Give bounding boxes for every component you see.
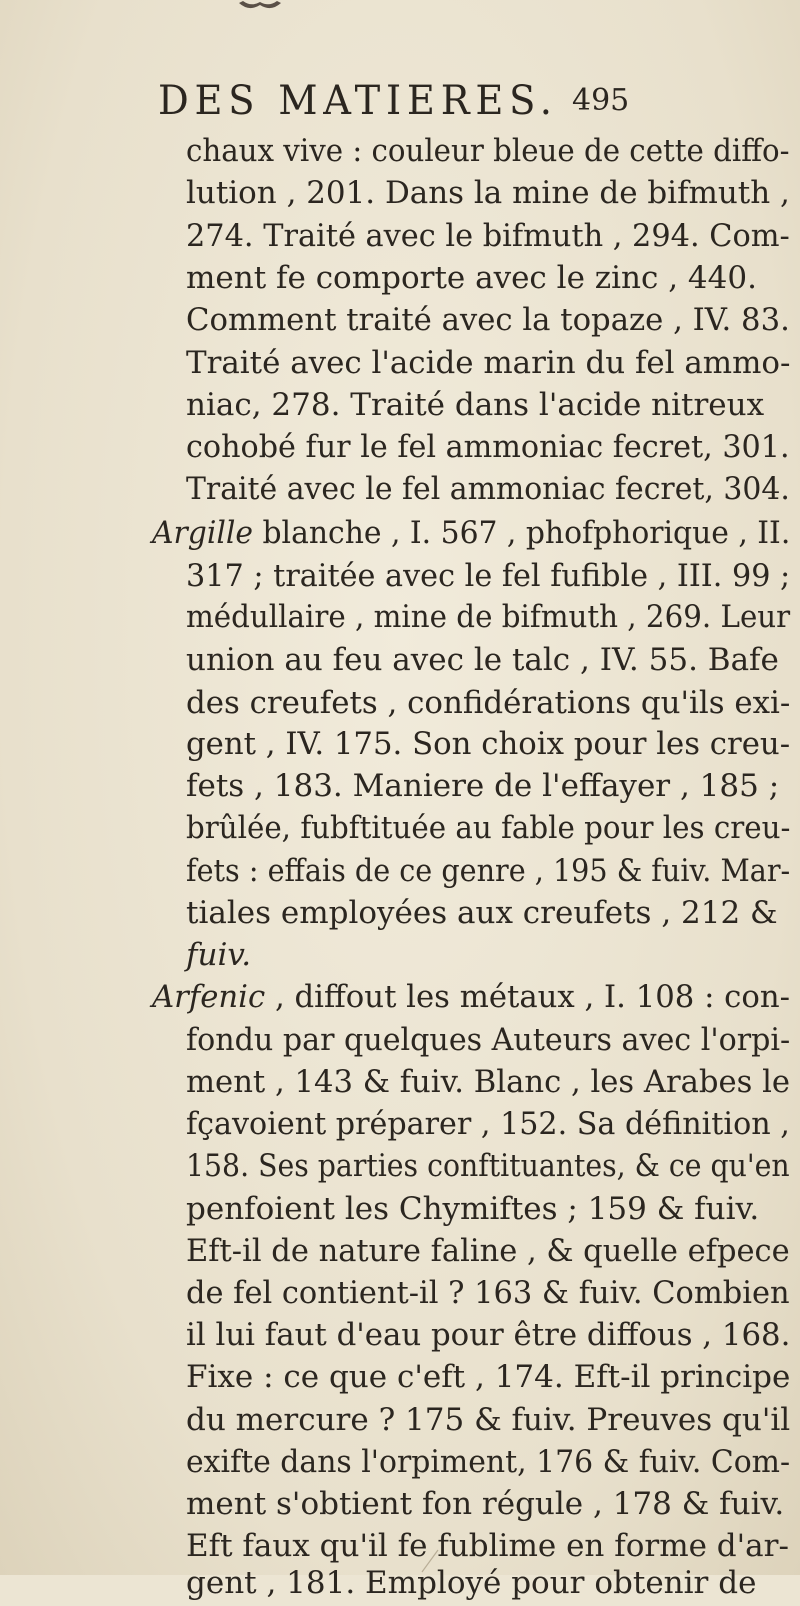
- text-line: [186, 805, 790, 851]
- line-text: 274. Traité avec le bifmuth , 294. Com-: [186, 218, 790, 254]
- index-term: Arfenic: [152, 979, 266, 1015]
- line-text: fçavoient préparer , 152. Sa définition ,: [186, 1106, 790, 1142]
- line-text: Comment traité avec la topaze , IV. 83.: [186, 302, 790, 338]
- line-text: fets , 183. Maniere de l'effayer , 185 ;: [186, 768, 780, 804]
- line-text: il lui faut d'eau pour être diffous , 168.: [186, 1317, 791, 1353]
- text-line: [186, 1186, 759, 1232]
- line-text: ment , 143 & fuiv. Blanc , les Arabes le: [186, 1064, 791, 1100]
- line-text: des creufets , confidérations qu'ils exi-: [186, 685, 791, 721]
- text-line: [152, 510, 790, 556]
- line-text: tiales employées aux creufets , 212 &: [186, 895, 778, 931]
- text-line: [186, 1017, 790, 1063]
- line-text: exifte dans l'orpiment, 176 & fuiv. Com-: [186, 1444, 791, 1480]
- text-line: [186, 890, 778, 936]
- text-line: [186, 297, 790, 343]
- line-text: ment fe comporte avec le zinc , 440.: [186, 260, 757, 296]
- line-text: Eft-il de nature faline , & quelle efpece: [186, 1233, 790, 1269]
- text-line: [186, 680, 790, 726]
- text-line: [186, 213, 790, 259]
- line-text: blanche , I. 567 , phofphorique , II.: [253, 515, 791, 551]
- running-head: DES MATIERES.: [158, 78, 558, 124]
- text-line: [186, 553, 790, 599]
- text-line: [186, 1059, 790, 1105]
- line-text: de fel contient-il ? 163 & fuiv. Combien: [186, 1275, 790, 1311]
- text-line: [186, 1439, 790, 1485]
- text-line: [152, 974, 790, 1020]
- line-text: du mercure ? 175 & fuiv. Preuves qu'il: [186, 1402, 791, 1438]
- text-line: [186, 340, 790, 386]
- text-line: [186, 721, 790, 767]
- line-text: ment s'obtient fon régule , 178 & fuiv.: [186, 1486, 785, 1522]
- line-text: 158. Ses parties conftituantes, & ce qu'en: [186, 1148, 790, 1184]
- line-text: fets : effais de ce genre , 195 & fuiv. Mar-: [186, 853, 791, 889]
- line-text: gent , IV. 175. Son choix pour les creu-: [186, 726, 791, 762]
- text-line: [186, 1101, 790, 1147]
- line-text: cohobé fur le fel ammoniac fecret, 301.: [186, 429, 790, 465]
- text-line: [186, 763, 779, 809]
- line-text: penfoient les Chymiftes ; 159 & fuiv.: [186, 1191, 760, 1227]
- text-line: [186, 128, 789, 174]
- text-line: [186, 170, 790, 216]
- text-line: [186, 382, 764, 428]
- page-number: 495: [572, 83, 630, 118]
- line-text: Fixe : ce que c'eft , 174. Eft-il principe: [186, 1359, 791, 1395]
- line-text: fuiv.: [186, 937, 252, 973]
- line-text: Eft faux qu'il fe fublime en forme d'ar-: [186, 1528, 789, 1564]
- line-text: 317 ; traitée avec le fel fufible , III. 99 ;: [186, 558, 791, 594]
- text-line: [186, 1397, 790, 1443]
- text-line: [186, 637, 779, 683]
- line-text: chaux vive : couleur bleue de cette diffo-: [186, 133, 790, 169]
- text-line: [186, 466, 790, 512]
- text-line: [186, 1560, 756, 1606]
- line-text: médullaire , mine de bifmuth , 269. Leur: [186, 599, 791, 635]
- line-text: brûlée, fubftituée au fable pour les creu-: [186, 810, 791, 846]
- line-text: lution , 201. Dans la mine de bifmuth ,: [186, 175, 790, 211]
- text-line: [186, 1312, 790, 1358]
- text-line: [186, 255, 757, 301]
- text-line: [186, 932, 251, 978]
- text-line: [186, 848, 790, 894]
- index-term: Argille: [152, 515, 254, 551]
- text-line: [186, 1270, 790, 1316]
- text-line: [186, 424, 790, 470]
- text-line: [186, 1481, 784, 1527]
- text-line: [186, 1143, 790, 1189]
- line-text: union au feu avec le talc , IV. 55. Bafe: [186, 642, 779, 678]
- line-text: Traité avec l'acide marin du fel ammo-: [186, 345, 791, 381]
- text-line: [186, 594, 790, 640]
- text-line: [186, 1228, 790, 1274]
- line-text: niac, 278. Traité dans l'acide nitreux: [186, 387, 765, 423]
- line-text: , diffout les métaux , I. 108 : con-: [265, 979, 791, 1015]
- ink-mark-icon: [418, 1548, 442, 1574]
- line-text: gent , 181. Employé pour obtenir de: [186, 1565, 757, 1601]
- line-text: fondu par quelques Auteurs avec l'orpi-: [186, 1022, 791, 1058]
- text-line: [186, 1354, 790, 1400]
- line-text: Traité avec le fel ammoniac fecret, 304.: [186, 471, 790, 507]
